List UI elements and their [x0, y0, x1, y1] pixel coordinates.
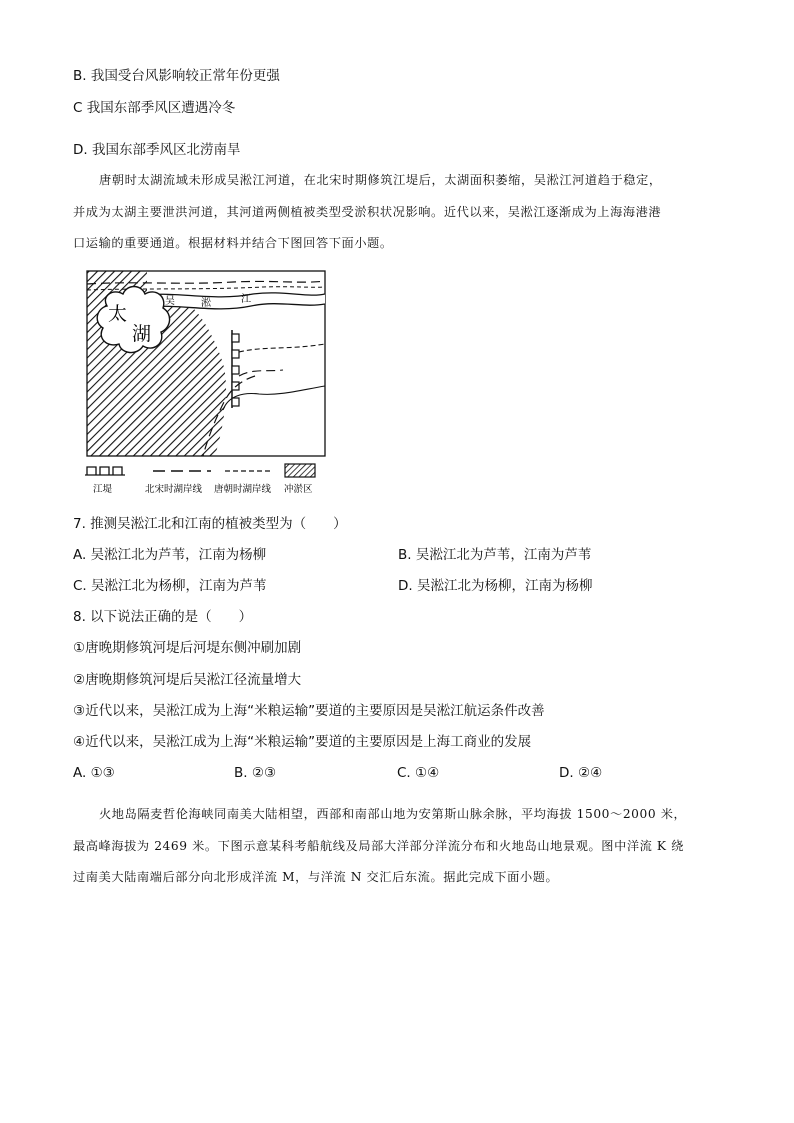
legend-dike-label: 江堤 — [93, 484, 113, 495]
q8-option-a[interactable]: A. ①③ — [73, 765, 115, 781]
passage-tierra-del-fuego — [73, 799, 729, 894]
q8-option-b[interactable]: B. ②③ — [234, 765, 277, 781]
taihu-map — [83, 268, 333, 500]
q8-statement-3: ③近代以来，吴淞江成为上海“米粮运输”要道的主要原因是吴淞江航运条件改善 — [73, 703, 545, 719]
q8-statement-4: ④近代以来，吴淞江成为上海“米粮运输”要道的主要原因是上海工商业的发展 — [73, 734, 532, 750]
legend-dike-symbol — [85, 467, 125, 475]
river-label-3: 江 — [241, 294, 251, 305]
q7-option-d[interactable]: D. 吴淞江北为杨柳，江南为杨柳 — [398, 578, 593, 594]
option-b-prev: B. 我国受台风影响较正常年份更强 — [73, 68, 280, 84]
passage-taihu — [73, 165, 729, 260]
q8-option-d[interactable]: D. ②④ — [559, 765, 603, 781]
lake-label-2: 湖 — [132, 323, 152, 345]
passage-tdf-line3: 过南美大陆南端后部分向北形成洋流 M，与洋流 N 交汇后东流。据此完成下面小题。 — [73, 870, 559, 884]
legend-erosion-label: 冲淤区 — [284, 484, 313, 495]
q8-stem: 8. 以下说法正确的是（ ） — [73, 609, 253, 625]
q8-statement-2: ②唐晚期修筑河堤后吴淞江径流量增大 — [73, 672, 302, 688]
legend-song-label: 北宋时湖岸线 — [145, 484, 203, 495]
passage-taihu-line2: 并成为太湖主要泄洪河道，其河道两侧植被类型受淤积状况影响。近代以来，吴淞江逐渐成为上海海港港 — [73, 204, 662, 219]
taihu-map-figure — [83, 268, 333, 504]
legend-erosion-symbol — [285, 464, 315, 477]
passage-tdf-line2: 最高峰海拔为 2469 米。下图示意某科考船航线及局部大洋部分洋流分布和火地岛山地景观。图中洋流 K 绕 — [73, 838, 684, 853]
option-d-prev: D. 我国东部季风区北涝南旱 — [73, 142, 241, 158]
q7-stem: 7. 推测吴淞江北和江南的植被类型为（ ） — [73, 516, 347, 532]
passage-tdf-line1: 火地岛隔麦哲伦海峡同南美大陆相望，西部和南部山地为安第斯山脉余脉，平均海拔 1500～2000 米， — [99, 807, 687, 821]
q7-option-a[interactable]: A. 吴淞江北为芦苇，江南为杨柳 — [73, 547, 267, 563]
q8-option-c[interactable]: C. ①④ — [397, 765, 440, 781]
legend-tang-label: 唐朝时湖岸线 — [214, 484, 272, 495]
river-label-2: 淞 — [201, 298, 211, 309]
legend — [85, 464, 315, 495]
q8-statement-1: ①唐晚期修筑河堤后河堤东侧冲刷加剧 — [73, 640, 302, 656]
q7-option-b[interactable]: B. 吴淞江北为芦苇，江南为芦苇 — [398, 547, 592, 563]
passage-taihu-line1: 唐朝时太湖流域未形成吴淞江河道，在北宋时期修筑江堤后，太湖面积萎缩，吴淞江河道趋于稳定， — [99, 173, 662, 187]
lake-label-1: 太 — [108, 303, 128, 325]
passage-taihu-line3: 口运输的重要通道。根据材料并结合下图回答下面小题。 — [73, 236, 393, 250]
option-c-prev: C 我国东部季风区遭遇冷冬 — [73, 100, 236, 116]
river-label-1: 吴 — [165, 296, 175, 307]
q7-option-c[interactable]: C. 吴淞江北为杨柳，江南为芦苇 — [73, 578, 267, 594]
